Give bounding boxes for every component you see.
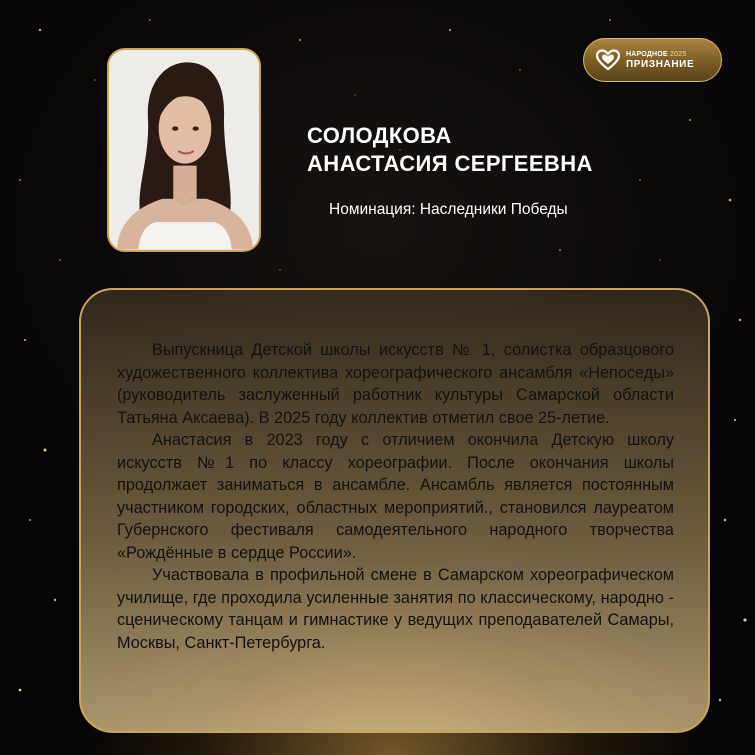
bio-text (117, 339, 674, 654)
bio-paragraph-1: Выпускница Детской школы искусств № 1, солистка образцового художественного коллектива хореографического ансамбля «Непоседы» (руководитель заслуженный работник культуры Самарской области Татьяна Аксаева). В 2025 году коллектив отметил свое 25-летие. (117, 341, 674, 427)
bio-paragraph-2: Анастасия в 2023 году с отличием окончила Детскую школу искусств №1 по классу хореографии. После окончания школы продолжает заниматься в ансамбле. Ансамбль является постоянным участником городских, областных мероприятий., становился лауреатом Губернского фестиваля самодеятельного народного творчества «Рождённые в сердце России». (117, 431, 674, 562)
portrait-photo (107, 48, 261, 252)
nomination-label: Номинация: Наследники Победы (329, 201, 568, 218)
heart-icon (596, 49, 620, 71)
name-line-surname: СОЛОДКОВА (307, 123, 452, 148)
person-name (307, 122, 593, 178)
narodnoe-priznanie-logo (583, 38, 722, 82)
logo-bottom-line: ПРИЗНАНИЕ (626, 58, 695, 70)
bio-paragraph-3: Участвовала в профильной смене в Самарском хореографическом училище, где проходила усиленные занятия по классическому, народно - сценическому танцам и гимнастике у ведущих преподавателей Самары, Москвы, Санкт-Петербурга. (117, 566, 674, 652)
logo-top-line: НАРОДНОЕ (626, 50, 668, 58)
name-line-given: АНАСТАСИЯ СЕРГЕЕВНА (307, 151, 593, 176)
logo-year: 2025 (669, 50, 687, 58)
portrait-illustration (109, 50, 259, 250)
